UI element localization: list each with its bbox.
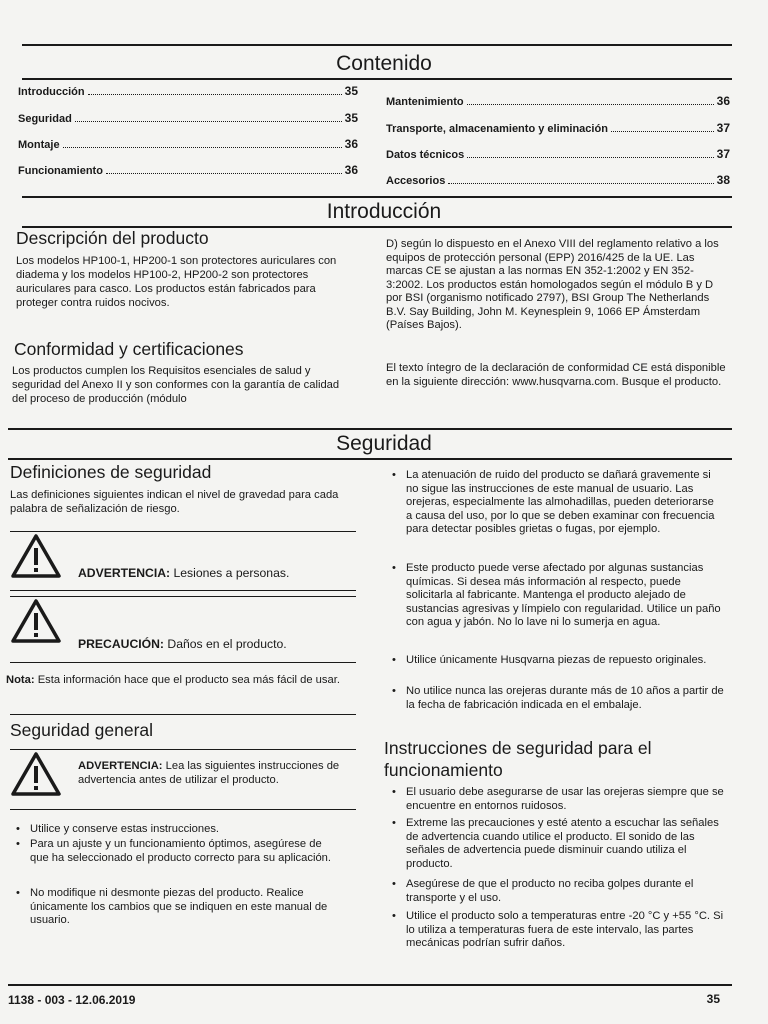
divider [10, 809, 356, 810]
safety-title: Seguridad [336, 432, 432, 455]
toc-item-mantenimiento[interactable]: Mantenimiento 36 [386, 94, 730, 108]
intro-title: Introducción [326, 200, 442, 223]
warning-definition [78, 566, 289, 580]
toc-item-montaje[interactable]: Montaje 36 [18, 137, 358, 151]
contents-rule [22, 78, 732, 80]
footer-rule [8, 984, 732, 986]
list-item: • Utilice el producto solo a temperaturas entre -20 °C y +55 °C. Si lo utiliza a temperaturas fuera de este intervalo, las partes mecánicas podrían sufrir daños. [392, 910, 724, 950]
safety-top-rule [8, 428, 732, 430]
list-item: • La atenuación de ruido del producto se dañará gravemente si no sigue las instrucciones de este manual de usuario. Las orejeras, especialmente las almohadillas, pueden deteriorarse a causa del uso, por lo que se deben examinar con frecuencia para detectar posibles grietas o fugas, por ejemplo. [392, 469, 715, 536]
list-item: • Extreme las precauciones y esté atento a escuchar las señales de advertencia cuando utilice el producto. El sonido de las señales de advertencia puede disminuir cuando utiliza el producto. [392, 817, 719, 870]
general-warning [78, 759, 348, 787]
bullet: • [16, 838, 20, 850]
note-label: Nota: [6, 674, 35, 686]
general-warning-triangle-icon [10, 751, 62, 797]
safety-rule [8, 458, 732, 460]
caution-triangle-icon [10, 598, 62, 644]
bullet: • [16, 887, 20, 899]
conf-heading: Conformidad y certificaciones [14, 339, 244, 359]
bullet: • [392, 685, 396, 697]
conf-text-continued: D) según lo dispuesto en el Anexo VIII del reglamento relativo a los equipos de protección personal (EPP) 2016/425 de la UE. Las marcas CE se ajustan a las normas EN 352-1:2002 y EN 352-3:2002. Los productos están homologados según el módulo B y D por BSI (organismo notificado 2797), BSI Group The Netherlands B.V. Say Building, John M. Keynesplein 9, 1066 EP Ámsterdam (Países Bajos). [386, 238, 719, 331]
general-warning-text: Lea las siguientes instrucciones de advertencia antes de utilizar el producto. [78, 760, 340, 786]
list-item: • Para un ajuste y un funcionamiento óptimos, asegúrese de que ha seleccionado el producto correcto para su aplicación. [16, 838, 332, 864]
list-item: • Este producto puede verse afectado por algunas sustancias químicas. Si desea más información al respecto, puede solicitarla al fabricante. Mantenga el producto alejado de sustancias agresivas y límpielo con regularidad. Utilice un paño con agua y jabón. No lo lave ni lo sumerja en agua. [392, 562, 721, 629]
note-text: Esta información hace que el producto sea más fácil de usar. [37, 674, 340, 686]
bullet: • [392, 654, 396, 666]
doc-code: 1138 - 003 - 12.06.2019 [8, 993, 136, 1007]
list-item: • El usuario debe asegurarse de usar las orejeras siempre que se encuentre en entornos ruidosos. [392, 786, 724, 812]
desc-text: Los modelos HP100-1, HP200-1 son protectores auriculares con diadema y los modelos HP100-2, HP200-2 son protectores auriculares para casco. Los productos están fabricados para proteger contra ruidos nocivos. [16, 255, 337, 309]
desc-heading: Descripción del producto [16, 228, 209, 248]
top-rule [22, 44, 732, 46]
bullet: • [392, 469, 396, 481]
bullet: • [392, 562, 396, 574]
general-heading: Seguridad general [10, 720, 154, 740]
divider [10, 531, 356, 532]
contents-title: Contenido [336, 52, 432, 75]
bullet: • [392, 786, 396, 798]
def-heading: Definiciones de seguridad [10, 462, 212, 482]
toc-item-datos-tecnicos[interactable]: Datos técnicos 37 [386, 147, 730, 161]
intro-top-rule [22, 196, 732, 198]
caution-definition [78, 637, 287, 651]
warning-label: ADVERTENCIA: [78, 566, 171, 580]
toc-item-introduccion[interactable]: Introducción 35 [18, 84, 358, 98]
bullet: • [392, 817, 396, 829]
list-item: • No utilice nunca las orejeras durante más de 10 años a partir de la fecha de fabricación indicada en el embalaje. [392, 685, 724, 711]
def-text: Las definiciones siguientes indican el nivel de gravedad para cada palabra de señalización de riesgo. [10, 489, 339, 515]
toc-item-funcionamiento[interactable]: Funcionamiento 36 [18, 163, 358, 177]
conf-declaration-text: El texto íntegro de la declaración de conformidad CE está disponible en la siguiente dirección: www.husqvarna.com. Busque el producto. [386, 362, 726, 388]
toc-item-transporte[interactable]: Transporte, almacenamiento y eliminación 37 [386, 121, 730, 135]
divider [10, 662, 356, 663]
list-item: • No modifique ni desmonte piezas del producto. Realice únicamente los cambios que se indiquen en este manual de usuario. [16, 887, 328, 927]
conf-text: Los productos cumplen los Requisitos esenciales de salud y seguridad del Anexo II y son conformes con la garantía de calidad del proceso de producción (módulo [12, 365, 340, 405]
warning-text: Lesiones a personas. [173, 566, 290, 580]
caution-label: PRECAUCIÓN: [78, 637, 164, 651]
bullet: • [16, 823, 20, 835]
general-warning-label: ADVERTENCIA: [78, 760, 163, 772]
divider [10, 714, 356, 715]
divider [10, 749, 356, 750]
note [6, 673, 350, 687]
list-item: • Utilice y conserve estas instrucciones. [16, 823, 220, 835]
bullet: • [392, 878, 396, 890]
page-number: 35 [706, 992, 720, 1006]
toc-item-seguridad[interactable]: Seguridad 35 [18, 111, 358, 125]
caution-text: Daños en el producto. [167, 637, 287, 651]
toc-item-accesorios[interactable]: Accesorios 38 [386, 173, 730, 187]
list-item: • Utilice únicamente Husqvarna piezas de repuesto originales. [392, 654, 707, 666]
divider [10, 590, 356, 591]
list-item: • Asegúrese de que el producto no reciba golpes durante el transporte y el uso. [392, 878, 694, 904]
warning-triangle-icon [10, 533, 62, 579]
bullet: • [392, 910, 396, 922]
divider [10, 596, 356, 597]
op-heading: Instrucciones de seguridad para el funcionamiento [384, 738, 652, 780]
